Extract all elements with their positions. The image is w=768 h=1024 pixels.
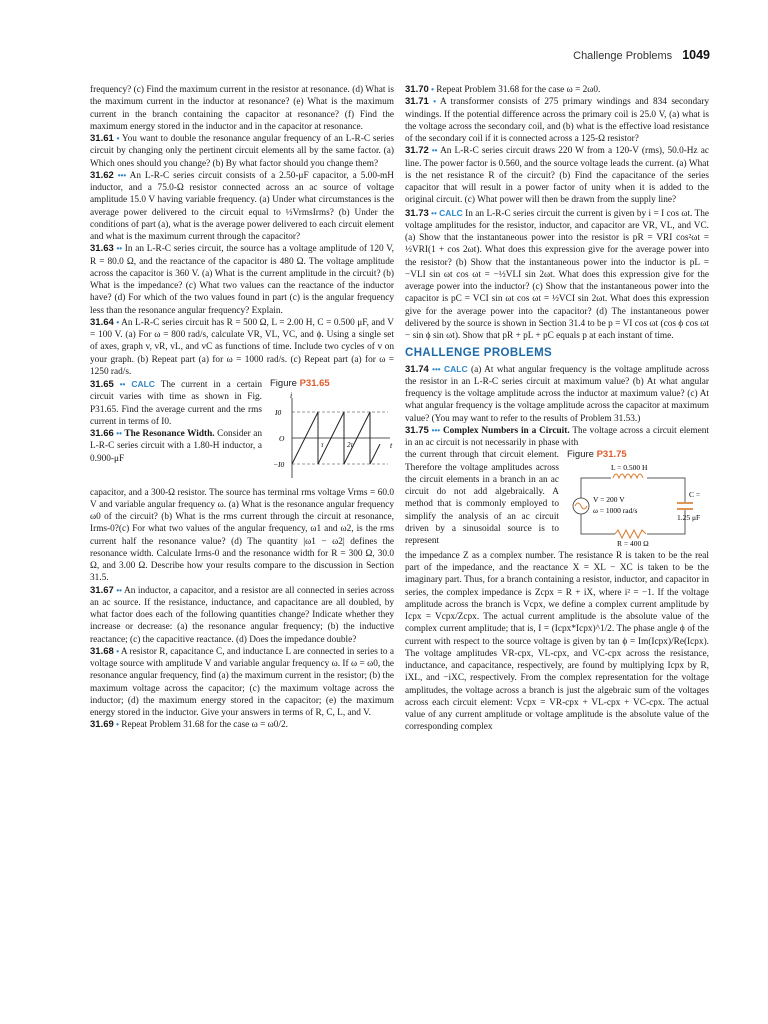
page-number: 1049 bbox=[682, 48, 710, 62]
problem-text: In an L-R-C series circuit the current is given by i = I cos ωt. The voltage amplitudes for the resistor, inductor, and capacitor are VR, VL, and VC. (a) Show that the instantaneous power into the resistor is pR = VRI cos²ωt = ½VRI(1 + cos 2ωt). What does this expression give for the average power into the resistor? (b) Show that the instantaneous power into the inductor is pL = −VLI sin ωt cos ωt = −½VLI sin 2ωt. What does this expression give for the average power into the inductor? (c) Show that the instantaneous power into the capacitor is pC = VCI sin ωt cos ωt = ½VCI sin 2ωt. What does this expression give for the average power into the capacitor? (d) The instantaneous power delivered by the source is shown in Section 31.4 to be p = VI cos ωt (cos ϕ cos ωt − sin ϕ sin ωt). Show that pR + pL + pC equals p at each instant of time. bbox=[405, 208, 710, 341]
difficulty-dots: ••• bbox=[117, 170, 127, 180]
difficulty-dots: • bbox=[116, 720, 119, 730]
problem-text: Repeat Problem 31.68 for the case ω = 2ω0. bbox=[436, 85, 601, 95]
running-head: Challenge Problems bbox=[573, 50, 673, 62]
problem-text: The voltage across a circuit element in an ac circuit is not necessarily in phase with bbox=[405, 425, 710, 448]
problem-text: A transformer consists of 275 primary windings and 834 secondary windings. If the potential difference across the primary coil is 25.0 V, (a) what is the voltage across the secondary coil, and (b) what is the effective load resistance of the secondary coil if it is connected across a 125-Ω resistor? bbox=[405, 97, 710, 144]
difficulty-dots: •• bbox=[119, 380, 126, 389]
difficulty-dots: •• bbox=[431, 208, 437, 218]
difficulty-dots: • bbox=[116, 317, 120, 327]
problem-number: 31.63 bbox=[90, 243, 114, 255]
problem-number: 31.73 bbox=[405, 207, 429, 219]
source-frequency-label: ω = 1000 rad/s bbox=[593, 505, 638, 515]
problem-text: A resistor R, capacitance C, and inductance L are connected in series to a voltage source with amplitude V and variable angular frequency ω. If ω = ω0, the resonance angular frequency, find (a) the maximum current in the resistor; (b) the maximum voltage across the capacitor; (c) the maximum voltage across the inductor; (d) the maximum energy stored in the capacitor; (e) the maximum energy stored in the inductor. Give your answers in terms of R, C, L, and V. bbox=[90, 646, 395, 718]
difficulty-dots: •• bbox=[116, 585, 122, 595]
problem-text: In an L-R-C series circuit, the source has a voltage amplitude of 120 V, R = 80.0 Ω, and the reactance of the capacitor is 480 Ω. The voltage amplitude across the capacitor is 360 V. (a) What is the current amplitude in the circuit? (b) What is the impedance? (c) What two values can the reactance of the inductor have? (d) For which of the two values found in part (c) is the angular frequency less than the resonance angular frequency? Explain. bbox=[90, 244, 394, 316]
problem-31-63 bbox=[90, 243, 394, 317]
page-header bbox=[573, 48, 710, 62]
problem-31-61 bbox=[90, 133, 394, 170]
problem-text: An L-R-C series circuit draws 220 W from a 120-V (rms), 50.0-Hz ac line. The power factor is 0.560, and the source voltage leads the current. (a) What is the net resistance R of the circuit? (b) Find the capacitance of the series capacitor that will result in a power factor of unity when it is added to the original circuit. (c) What power will then be drawn from the supply line? bbox=[405, 146, 709, 206]
calc-tag: CALC bbox=[439, 207, 463, 218]
difficulty-dots: •• bbox=[116, 429, 122, 438]
figure-block-p31-65 bbox=[90, 378, 394, 487]
figure-p31-65 bbox=[262, 378, 396, 487]
problem-31-67 bbox=[90, 585, 394, 646]
problem-31-66 bbox=[90, 428, 262, 465]
section-heading: CHALLENGE PROBLEMS bbox=[405, 347, 553, 360]
difficulty-dots: • bbox=[433, 97, 437, 107]
figure-number: P31.75 bbox=[596, 449, 627, 461]
problem-31-62 bbox=[90, 170, 394, 244]
problem-number: 31.69 bbox=[90, 719, 114, 731]
paragraph: the impedance Z as a complex number. The resistance R is taken to be the real part of the impedance, and the reactance X = XL − XC is taken to be the imaginary part. Thus, for a branch containing a resistor, inductor, and capacitor in series, the complex impedance is Zcpx = R + iX, where i² = −1. If the voltage amplitude across the branch is Vcpx, we define a complex current amplitude by Icpx = Vcpx/Zcpx. The actual current amplitude is the absolute value of the complex current amplitude; that is, I = (Icpx*Icpx)^1/2. The phase angle ϕ of the current with respect to the source voltage is given by tan ϕ = Im(Icpx)/Re(Icpx). The voltage amplitudes VR-cpx, VL-cpx, and VC-cpx across the resistance, inductance, and capacitance, respectively, are found by multiplying Icpx by R, iXL, and −iXC, respectively. From the complex representation for the voltage amplitudes, the voltage across a branch is just the algebraic sum of the voltages across each circuit element: Vcpx = VR-cpx + VL-cpx + VC-cpx. The actual value of any current amplitude or voltage amplitude is the absolute value of the corresponding complex bbox=[405, 550, 709, 733]
tick-origin: O bbox=[279, 434, 285, 444]
problem-number: 31.67 bbox=[90, 584, 114, 596]
paragraph: frequency? (c) Find the maximum current in the resistor at resonance. (d) What is the maximum current in the inductor at resonance? (e) What is the maximum current in the branch containing the capacitor at resonance? (f) Find the maximum energy stored in the inductor and in the capacitor at resonance. bbox=[90, 85, 394, 132]
difficulty-dots: • bbox=[431, 85, 434, 94]
tick-two-tau: 2τ bbox=[347, 441, 354, 450]
figure-p31-75 bbox=[559, 449, 709, 550]
difficulty-dots: • bbox=[116, 646, 120, 656]
figure-number: P31.65 bbox=[299, 378, 330, 389]
problem-31-71 bbox=[405, 96, 709, 145]
difficulty-dots: ••• bbox=[431, 425, 441, 435]
resistor-label: R = 400 Ω bbox=[617, 538, 649, 546]
problem-number: 31.68 bbox=[90, 645, 114, 657]
tick-i0: I0 bbox=[275, 408, 282, 418]
problem-31-73 bbox=[405, 207, 709, 343]
problem-number: 31.75 bbox=[405, 424, 429, 436]
problem-number: 31.65 bbox=[90, 379, 114, 390]
problem-text: An L-R-C series circuit has R = 500 Ω, L = 2.00 H, C = 0.500 μF, and V = 100 V. (a) For ω = 800 rad/s, calculate VR, VL, VC, and ϕ. Using a single set of axes, graph v, vR, vL, and vC as functions of time. Include two cycles of v on your graph. (b) Repeat part (a) for ω = 1000 rad/s. (c) Repeat part (a) for ω = 1250 rad/s. bbox=[90, 317, 395, 377]
problem-31-64 bbox=[90, 317, 394, 378]
problem-number: 31.70 bbox=[405, 84, 429, 95]
figure-label: Figure bbox=[567, 449, 594, 461]
problem-number: 31.74 bbox=[405, 363, 429, 375]
paragraph: capacitor, and a 300-Ω resistor. The source has terminal rms voltage Vrms = 60.0 V and variable angular frequency ω. (a) What is the resonance angular frequency ω0 of the circuit? (b) What is the rms current through the circuit at resonance, Irms-0?(c) For what two values of the angular frequency, ω1 and ω2, is the rms current half the resonance value? (d) The quantity |ω1 − ω2| defines the resonance width. Calculate Irms-0 and the resonance width for R = 300 Ω, 30.0 Ω, and 3.00 Ω. Describe how your results compare to the discussion in Section 31.5. bbox=[90, 487, 394, 584]
x-axis-label: t bbox=[390, 441, 393, 451]
problem-31-72 bbox=[405, 145, 709, 206]
calc-tag: CALC bbox=[443, 363, 468, 374]
difficulty-dots: • bbox=[116, 134, 120, 143]
problem-number: 31.61 bbox=[90, 133, 114, 144]
figure-label: Figure bbox=[270, 378, 297, 389]
problem-31-70 bbox=[405, 84, 709, 96]
right-column bbox=[405, 84, 709, 734]
problem-text: The current in a certain circuit varies with time as shown in Fig. P31.65. Find the average current and the rms current in terms of I0. bbox=[90, 380, 263, 427]
problem-31-68 bbox=[90, 646, 394, 720]
difficulty-dots: •• bbox=[116, 244, 123, 254]
problem-31-65 bbox=[90, 378, 262, 428]
problem-text: You want to double the resonance angular frequency of an L-R-C series circuit by changing only the pertinent circuit elements all by the same factor. (a) Which ones should you change? (b) By what factor should you change them? bbox=[90, 134, 394, 169]
problem-title: The Resonance Width. bbox=[124, 429, 215, 439]
tick-minus-i0: −I0 bbox=[273, 460, 285, 470]
problem-31-75 bbox=[405, 425, 709, 450]
figure-caption bbox=[567, 449, 709, 461]
problem-text: Consider an L-R-C series circuit with a 1.80-H inductor, a 0.900-μF bbox=[90, 429, 262, 464]
problem-number: 31.66 bbox=[90, 428, 114, 439]
inductor-label: L = 0.500 H bbox=[611, 462, 648, 472]
problem-text: An inductor, a capacitor, and a resistor are all connected in series across an ac source. If the resistance, inductance, and capacitance are all doubled, by what factor does each of the following quantities change? Indicate whether they increase or decrease: (a) the resonance angular frequency; (b) the inductive reactance; (c) the capacitive reactance. (d) Does the impedance double? bbox=[90, 585, 394, 645]
problem-number: 31.72 bbox=[405, 145, 429, 157]
problem-number: 31.62 bbox=[90, 169, 114, 181]
left-column bbox=[90, 84, 394, 732]
problem-text: An L-R-C series circuit consists of a 2.50-μF capacitor, a 5.00-mH inductor, and a 75.0-Ω resistor connected across an ac source of voltage amplitude 15.0 V having variable frequency. (a) Under what circumstances is the average power delivered to the circuit equal to ½VrmsIrms? (b) Under the conditions of part (a), what is the average power delivered to each circuit element and what is the maximum current through the capacitor? bbox=[90, 170, 395, 242]
rlc-circuit-diagram bbox=[567, 462, 707, 546]
y-axis-label: i bbox=[290, 391, 293, 401]
problem-31-74 bbox=[405, 363, 709, 425]
problem-text: (a) At what angular frequency is the voltage amplitude across the resistor in an L-R-C series circuit at maximum value? (b) At what angular frequency is the voltage amplitude across the inductor at maximum value? (c) At what angular frequency is the voltage amplitude across the capacitor at maximum value? (You may want to refer to the results of Problem 31.53.) bbox=[405, 364, 709, 424]
difficulty-dots: ••• bbox=[432, 364, 441, 374]
sawtooth-graph bbox=[270, 390, 396, 482]
problem-31-69 bbox=[90, 719, 394, 731]
figure-block-p31-75 bbox=[405, 449, 709, 550]
paragraph: the current through that circuit element. Therefore the voltage amplitudes across the circuit elements in a branch in an ac circuit do not add algebraically. A method that is commonly employed to simplify the analysis of an ac circuit driven by a sinusoidal source is to represent bbox=[405, 450, 559, 546]
problem-number: 31.64 bbox=[90, 316, 114, 328]
capacitor-label: C = bbox=[689, 489, 701, 499]
problem-text: Repeat Problem 31.68 for the case ω = ω0/2. bbox=[121, 720, 288, 731]
problem-title: Complex Numbers in a Circuit. bbox=[442, 425, 570, 436]
source-voltage-label: V = 200 V bbox=[593, 494, 625, 504]
capacitor-value: 1.25 μF bbox=[677, 512, 701, 522]
calc-tag: CALC bbox=[131, 379, 155, 389]
tick-tau: τ bbox=[321, 441, 324, 450]
difficulty-dots: •• bbox=[431, 146, 438, 156]
problem-number: 31.71 bbox=[405, 96, 429, 108]
figure-caption bbox=[270, 378, 396, 390]
